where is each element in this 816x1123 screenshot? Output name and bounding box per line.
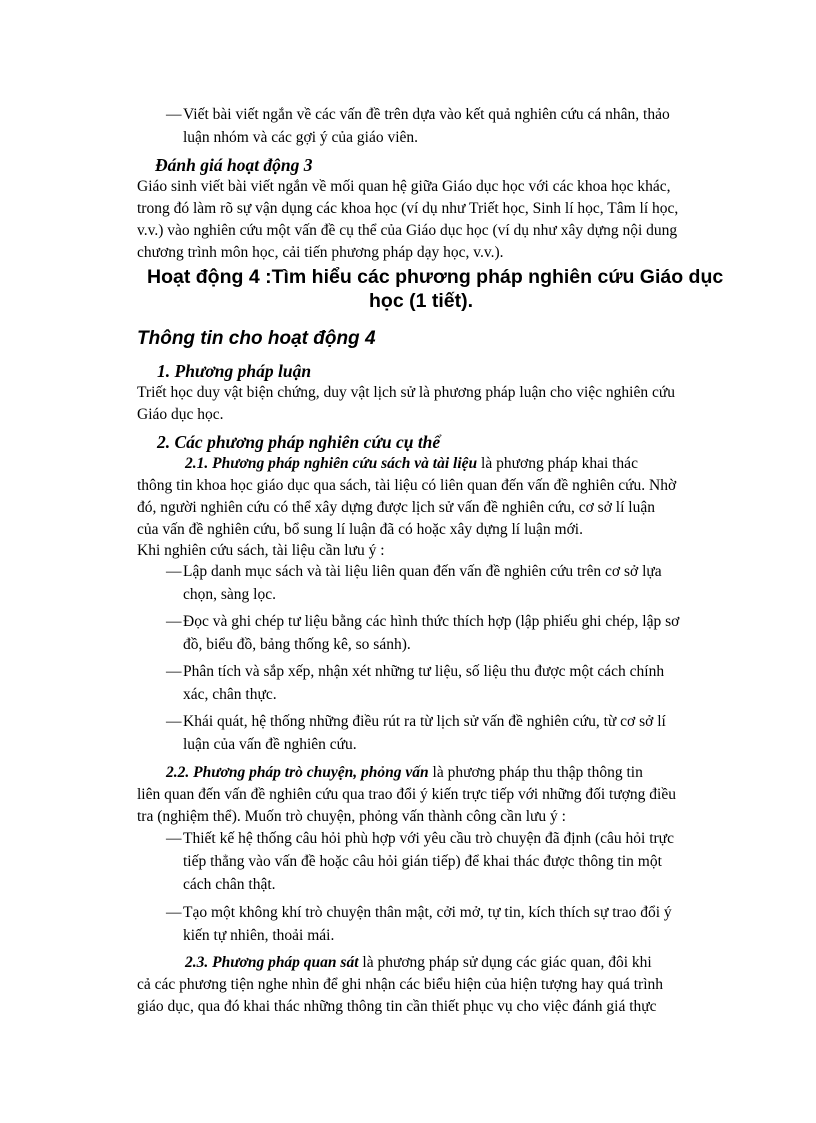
info-heading: Thông tin cho hoạt động 4: [137, 328, 376, 349]
paragraph-line: thông tin khoa học giáo dục qua sách, tài liệu có liên quan đến vấn đề nghiên cứu. Nhờ: [137, 477, 677, 494]
method-intro: là phương pháp khai thác: [477, 455, 638, 472]
bullet-text: luận nhóm và các gợi ý của giáo viên.: [183, 129, 419, 146]
bullet-text: Viết bài viết ngắn về các vấn đề trên dựa vào kết quả nghiên cứu cá nhân, thảo: [183, 106, 670, 123]
bullet-text: chọn, sàng lọc.: [183, 586, 276, 603]
paragraph-line: của vấn đề nghiên cứu, bổ sung lí luận đã có hoặc xây dựng lí luận mới.: [137, 521, 583, 538]
bullet-text: Lập danh mục sách và tài liệu liên quan đến vấn đề nghiên cứu trên cơ sở lựa: [183, 563, 662, 580]
bullet-text: Đọc và ghi chép tư liệu bằng các hình thức thích hợp (lập phiếu ghi chép, lập sơ: [183, 613, 680, 630]
paragraph-line: Giáo dục học.: [137, 406, 224, 423]
method-title: 2.1. Phương pháp nghiên cứu sách và tài liệu: [185, 455, 478, 472]
bullet-text: xác, chân thực.: [183, 686, 277, 703]
paragraph-line: liên quan đến vấn đề nghiên cứu qua trao đổi ý kiến trực tiếp với những đối tượng điều: [137, 786, 676, 803]
paragraph-line: Khi nghiên cứu sách, tài liệu cần lưu ý :: [137, 542, 385, 559]
paragraph-line: cả các phương tiện nghe nhìn để ghi nhận các biểu hiện của hiện tượng hay quá trình: [137, 976, 664, 993]
paragraph-line: v.v.) vào nghiên cứu một vấn đề cụ thể của Giáo dục học (ví dụ như xây dựng nội dung: [137, 222, 678, 239]
method-title: 2.2. Phương pháp trò chuyện, phỏng vấn: [166, 764, 429, 781]
paragraph-line: giáo dục, qua đó khai thác những thông tin cần thiết phục vụ cho việc đánh giá thực: [137, 998, 657, 1015]
method-paragraph-start: [185, 454, 638, 474]
bullet-text: Khái quát, hệ thống những điều rút ra từ lịch sử vấn đề nghiên cứu, từ cơ sở lí: [183, 713, 666, 730]
bullet-dash: —: [166, 613, 182, 630]
bullet-text: đồ, biểu đồ, bảng thống kê, so sánh).: [183, 636, 411, 653]
section-heading: 2. Các phương pháp nghiên cứu cụ thể: [157, 432, 441, 452]
bullet-dash: —: [166, 713, 182, 730]
method-intro: là phương pháp sử dụng các giác quan, đôi khi: [358, 954, 652, 971]
method-intro: là phương pháp thu thập thông tin: [428, 764, 643, 781]
paragraph-line: đó, người nghiên cứu có thể xây dựng được lịch sử vấn đề nghiên cứu, cơ sở lí luận: [137, 499, 655, 516]
method-paragraph-start: [185, 953, 652, 973]
paragraph-line: Giáo sinh viết bài viết ngắn về mối quan hệ giữa Giáo dục học với các khoa học khác,: [137, 178, 671, 195]
bullet-dash: —: [166, 663, 182, 680]
bullet-text: Phân tích và sắp xếp, nhận xét những tư liệu, số liệu thu được một cách chính: [183, 663, 665, 680]
activity-title: học (1 tiết).: [369, 290, 474, 312]
paragraph-line: tra (nghiệm thể). Muốn trò chuyện, phỏng vấn thành công cần lưu ý :: [137, 808, 566, 825]
section-heading: 1. Phương pháp luận: [157, 361, 312, 381]
paragraph-line: trong đó làm rõ sự vận dụng các khoa học (ví dụ như Triết học, Sinh lí học, Tâm lí học,: [137, 200, 679, 217]
bullet-dash: —: [166, 106, 182, 123]
bullet-text: cách chân thật.: [183, 876, 276, 893]
bullet-dash: —: [166, 830, 182, 847]
method-paragraph-start: [166, 763, 643, 783]
bullet-text: tiếp thẳng vào vấn đề hoặc câu hỏi gián tiếp) để khai thác được thông tin một: [183, 853, 662, 870]
bullet-text: Thiết kế hệ thống câu hỏi phù hợp với yêu cầu trò chuyện đã định (câu hỏi trực: [183, 830, 674, 847]
bullet-text: kiến tự nhiên, thoải mái.: [183, 927, 335, 944]
paragraph-line: Triết học duy vật biện chứng, duy vật lịch sử là phương pháp luận cho việc nghiên cứu: [137, 384, 675, 401]
paragraph-line: chương trình môn học, cải tiến phương pháp dạy học, v.v.).: [137, 244, 504, 261]
bullet-dash: —: [166, 563, 182, 580]
bullet-text: Tạo một không khí trò chuyện thân mật, cởi mở, tự tin, kích thích sự trao đổi ý: [183, 904, 672, 921]
method-title: 2.3. Phương pháp quan sát: [185, 954, 359, 971]
activity-title: Hoạt động 4 :Tìm hiểu các phương pháp nghiên cứu Giáo dục: [147, 266, 724, 288]
evaluation-heading: Đánh giá hoạt động 3: [155, 155, 313, 175]
bullet-text: luận của vấn đề nghiên cứu.: [183, 736, 357, 753]
bullet-dash: —: [166, 904, 182, 921]
